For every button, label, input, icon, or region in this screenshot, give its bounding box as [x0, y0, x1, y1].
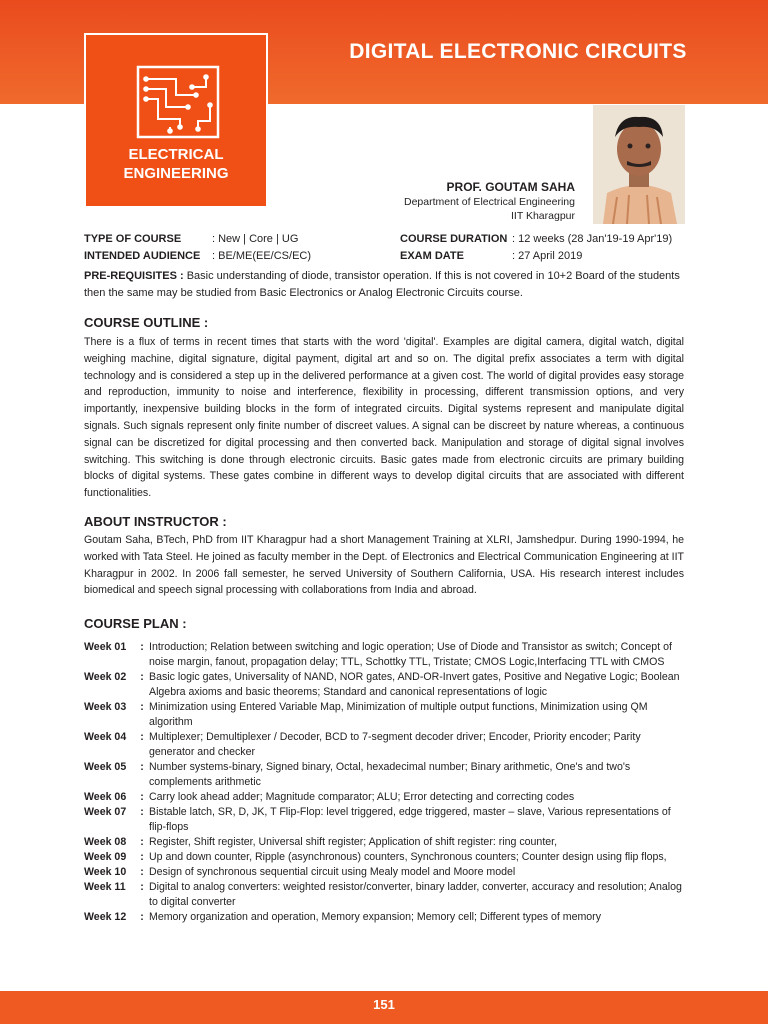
circuit-board-icon: [136, 65, 220, 139]
week-topics: Digital to analog converters: weighted resistor/converter, binary ladder, converter, accuracy and resolution; Analog to digital converter: [149, 881, 682, 908]
course-duration: [400, 231, 672, 247]
about-instructor-text: Goutam Saha, BTech, PhD from IIT Kharagpur had a short Management Training at XLRI, Jamshedpur. During 1990-1994, he worked with Tata Steel. He joined as faculty member in the Dept. of Electronics and Electrical Communication Engineering at IIT Kharagpur in 2002. In 2006 fall semester, he served University of Southern California, USA. His research interest includes biomedical and speech signal processing with collaborations from India and abroad.: [84, 534, 684, 597]
week-topics: Design of synchronous sequential circuit using Mealy model and Moore model: [149, 866, 516, 878]
course-duration-value: : 12 weeks (28 Jan'19-19 Apr'19): [512, 233, 673, 245]
week-separator: :: [140, 911, 144, 923]
week-label: Week 10: [84, 866, 127, 878]
instructor-info: [404, 179, 575, 223]
week-separator: :: [140, 836, 144, 848]
week-separator: :: [140, 866, 144, 878]
week-row: [84, 880, 684, 910]
instructor-photo: [593, 105, 685, 224]
department-name: ELECTRICAL ENGINEERING: [123, 146, 229, 182]
exam-date-value: : 27 April 2019: [512, 250, 583, 262]
prerequisites-text: Basic understanding of diode, transistor operation. If this is not covered in 10+2 Board of the students then the same may be studied from Basic Electronics or Analog Electronic Circuits course.: [84, 270, 680, 299]
week-separator: :: [140, 761, 144, 773]
week-row: [84, 790, 684, 805]
prerequisites: [84, 268, 686, 302]
week-label: Week 09: [84, 851, 127, 863]
instructor-portrait-image: [593, 105, 685, 224]
instructor-name: PROF. GOUTAM SAHA: [446, 180, 575, 194]
type-of-course-value: : New | Core | UG: [212, 233, 299, 245]
week-topics: Number systems-binary, Signed binary, Octal, hexadecimal number; Binary arithmetic, One's and two's complements arithmetic: [149, 761, 631, 788]
week-row: [84, 730, 684, 760]
instructor-department: Department of Electrical Engineering: [403, 196, 575, 208]
week-topics: Multiplexer; Demultiplexer / Decoder, BCD to 7-segment decoder driver; Encoder, Priority encoder; Parity generator and checker: [149, 731, 641, 758]
type-of-course: [84, 231, 298, 247]
intended-audience-value: : BE/ME(EE/CS/EC): [212, 250, 312, 262]
week-label: Week 05: [84, 761, 127, 773]
instructor-institute: IIT Kharagpur: [510, 210, 575, 222]
course-duration-label: COURSE DURATION: [400, 233, 508, 245]
week-separator: :: [140, 671, 144, 683]
week-row: [84, 850, 684, 865]
week-row: [84, 700, 684, 730]
week-separator: :: [140, 851, 144, 863]
week-label: Week 07: [84, 806, 127, 818]
week-row: [84, 805, 684, 835]
week-label: Week 02: [84, 671, 127, 683]
week-label: Week 12: [84, 911, 127, 923]
week-row: [84, 835, 684, 850]
week-label: Week 01: [84, 641, 127, 653]
department-box: [84, 33, 268, 208]
week-separator: :: [140, 731, 144, 743]
week-topics: Introduction; Relation between switching and logic operation; Use of Diode and Transistor as switch; Concept of noise margin, fanout, propagation delay; TTL, Schottky TTL, Tristate; CMOS Logic,Interfacing TTL with CMOS: [149, 641, 672, 668]
intended-audience-label: INTENDED AUDIENCE: [84, 250, 201, 262]
prerequisites-label: PRE-REQUISITES :: [84, 270, 184, 282]
week-separator: :: [140, 641, 144, 653]
week-label: Week 04: [84, 731, 127, 743]
week-topics: Basic logic gates, Universality of NAND, NOR gates, AND-OR-Invert gates, Positive and Negative Logic; Boolean Algebra axioms and basic theorems; Standard and canonical representations of logic: [149, 671, 680, 698]
week-row: [84, 670, 684, 700]
week-label: Week 11: [84, 881, 126, 893]
week-topics: Register, Shift register, Universal shift register; Application of shift register: ring counter,: [149, 836, 558, 848]
week-row: [84, 760, 684, 790]
exam-date-label: EXAM DATE: [400, 250, 464, 262]
exam-date: [400, 248, 582, 264]
course-outline-heading: COURSE OUTLINE :: [84, 315, 209, 330]
week-label: Week 03: [84, 701, 127, 713]
week-separator: :: [140, 791, 144, 803]
week-label: Week 08: [84, 836, 127, 848]
course-plan-heading: COURSE PLAN :: [84, 616, 187, 631]
type-of-course-label: TYPE OF COURSE: [84, 233, 182, 245]
course-title: DIGITAL ELECTRONIC CIRCUITS: [349, 40, 687, 63]
week-row: [84, 865, 684, 880]
about-instructor-heading: ABOUT INSTRUCTOR :: [84, 514, 227, 529]
week-topics: Carry look ahead adder; Magnitude comparator; ALU; Error detecting and correcting codes: [149, 791, 575, 803]
week-topics: Memory organization and operation, Memory expansion; Memory cell; Different types of memory: [149, 911, 601, 923]
course-outline-text: There is a flux of terms in recent times that starts with the word 'digital'. Examples are digital camera, digital watch, digital weighing machine, digital signature, digital payment, digital art and so on. The digital prefix associates a term with digital technology and is considered a step up in the delivered performance at a given cost. The world of digital provides easy storage and reproduction, immunity to noise and interference, flexibility in processing, different transmission options, and very importantly, inexpensive building blocks in the form of integrated circuits. Digital systems represent and manipulate digital signals. Such signals represent only finite number of discreet values. A signal can be discreet by nature whereas, a continuous signal can be discretized for digital processing and then converted back. Manipulation and storage of digital signal involves switching. This switching is done through electronic circuits. Basic gates made from electronic circuits are primary building blocks of digital systems. These gates combine in different ways to develop digital circuits that are associated with different functionalities.: [84, 336, 684, 500]
week-topics: Minimization using Entered Variable Map, Minimization of multiple output functions, Minimization using QM algorithm: [149, 701, 648, 728]
course-plan-list: [84, 640, 684, 925]
week-separator: :: [140, 881, 144, 893]
week-separator: :: [140, 806, 144, 818]
week-label: Week 06: [84, 791, 127, 803]
week-row: [84, 640, 684, 670]
week-separator: :: [140, 701, 144, 713]
page-number: 151: [373, 997, 395, 1012]
intended-audience: [84, 248, 311, 264]
week-topics: Bistable latch, SR, D, JK, T Flip-Flop: level triggered, edge triggered, master – slave, Various representations of flip-flops: [149, 806, 671, 833]
week-row: [84, 910, 684, 925]
week-topics: Up and down counter, Ripple (asynchronous) counters, Synchronous counters; Counter design using flip flops,: [149, 851, 667, 863]
